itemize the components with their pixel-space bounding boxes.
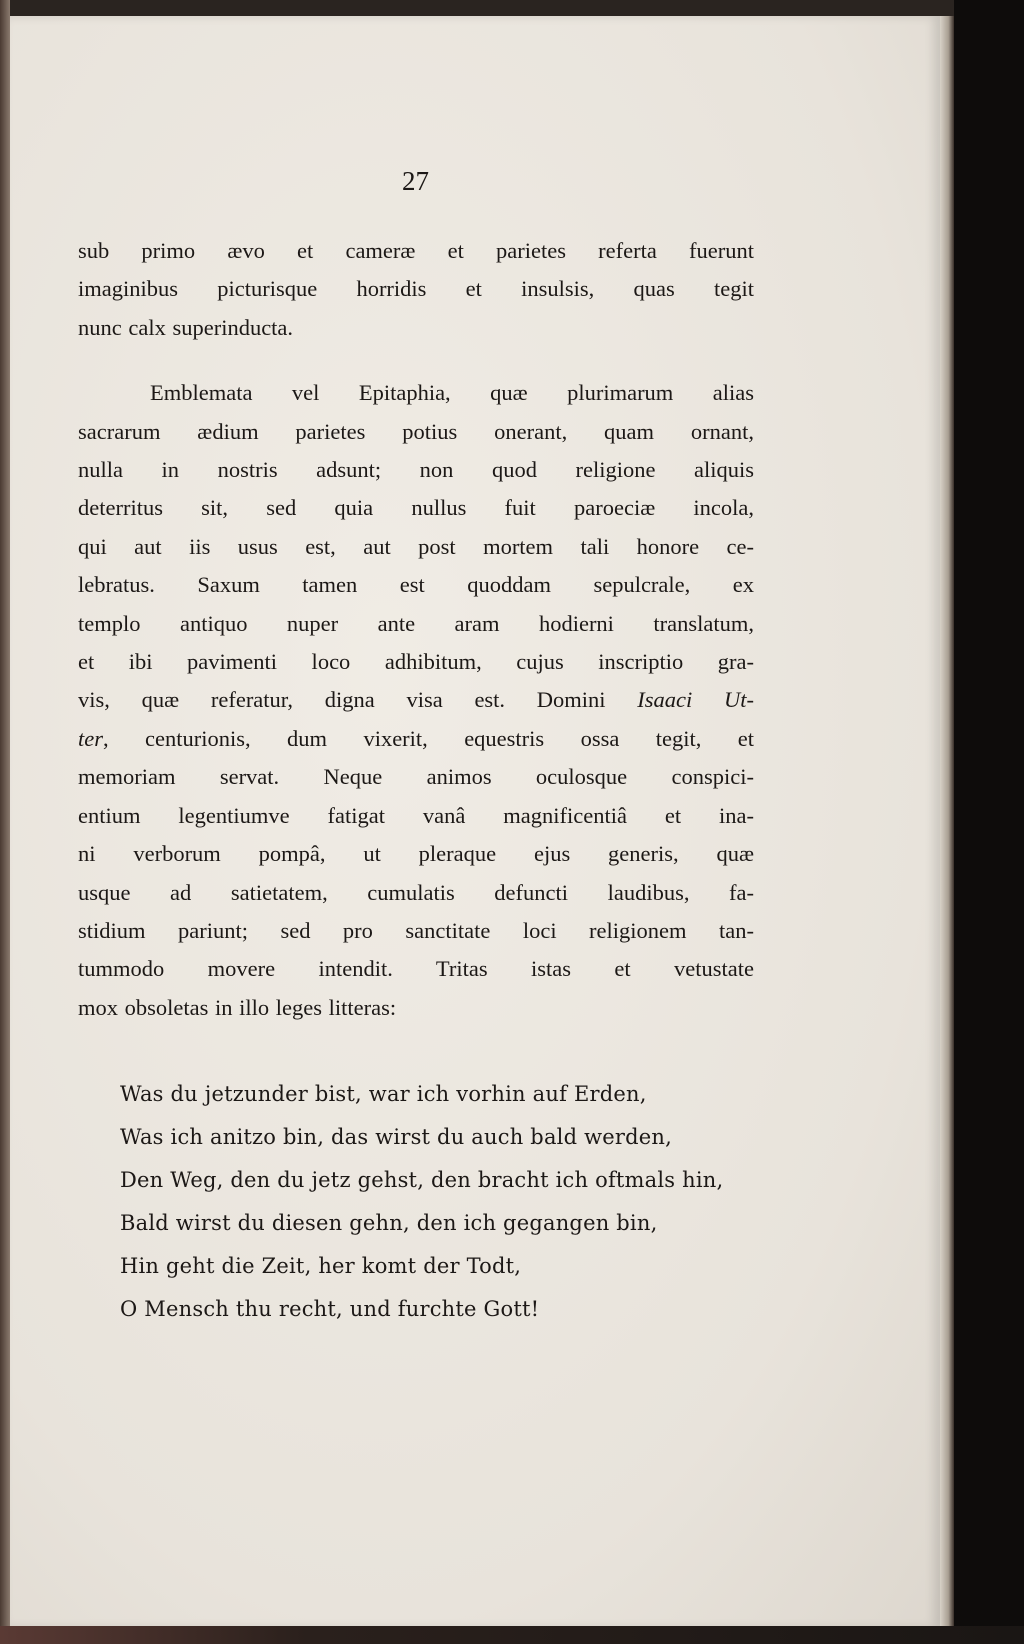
text-line: qui aut iis usus est, aut post mortem tali honore ce- [78, 533, 754, 559]
verse-line: Hin geht die Zeit, her komt der Todt, [120, 1254, 522, 1278]
paragraph-2 [78, 374, 754, 1027]
text-line: usque ad satietatem, cumulatis defuncti laudibus, fa- [78, 879, 754, 905]
verse-line: O Mensch thu recht, und furchte Gott! [120, 1297, 540, 1321]
text-line: sacrarum ædium parietes potius onerant, quam ornant, [78, 418, 754, 444]
verse-line: Den Weg, den du jetz gehst, den bracht ich oftmals hin, [120, 1168, 724, 1192]
book-page [10, 16, 940, 1628]
text-line: templo antiquo nuper ante aram hodierni translatum, [78, 610, 754, 636]
german-epitaph-verse [120, 1073, 760, 1331]
text-line: Emblemata vel Epitaphia, quæ plurimarum alias [150, 380, 754, 406]
text-line: ni verborum pompâ, ut pleraque ejus generis, quæ [78, 841, 754, 867]
text-line: imaginibus picturisque horridis et insulsis, quas tegit [78, 276, 754, 302]
verse-line: Was ich anitzo bin, das wirst du auch bald werden, [120, 1125, 673, 1149]
text-line: tummodo movere intendit. Tritas istas et vetustate [78, 956, 754, 982]
page-number: 27 [402, 166, 429, 196]
text-line: mox obsoletas in illo leges litteras: [78, 994, 397, 1020]
text-line: nulla in nostris adsunt; non quod religione aliquis [78, 457, 754, 483]
text-line: sub primo ævo et cameræ et parietes referta fuerunt [78, 238, 754, 263]
scan-bottom-border [0, 1626, 1024, 1644]
text-line: stidium pariunt; sed pro sanctitate loci religionem tan- [78, 917, 754, 943]
italic-name: ter [78, 725, 103, 751]
text-line: entium legentiumve fatigat vanâ magnificentiâ et ina- [78, 802, 754, 828]
text-line: lebratus. Saxum tamen est quoddam sepulcrale, ex [78, 572, 754, 598]
text-line-with-name [78, 681, 754, 719]
verse-line: Was du jetzunder bist, war ich vorhin auf Erden, [120, 1082, 647, 1106]
book-spine-edge [0, 0, 10, 1644]
latin-text-block [78, 232, 754, 1027]
text-line: memoriam servat. Neque animos oculosque conspici- [78, 764, 754, 790]
paragraph-1 [78, 232, 754, 347]
page-edge-shadow [940, 16, 954, 1628]
verse-line: Bald wirst du diesen gehn, den ich gegangen bin, [120, 1211, 658, 1235]
text-segment: , centurionis, dum vixerit, equestris ossa tegit, et [103, 725, 754, 751]
italic-name: Isaaci Ut- [637, 687, 754, 713]
text-line: et ibi pavimenti loco adhibitum, cujus inscriptio gra- [78, 649, 754, 675]
text-line: nunc calx superinducta. [78, 314, 294, 340]
scan-background [954, 0, 1024, 1644]
text-line-with-name [78, 720, 754, 758]
text-segment: vis, quæ referatur, digna visa est. Domini [78, 687, 606, 713]
text-line: deterritus sit, sed quia nullus fuit paroeciæ incola, [78, 495, 754, 521]
